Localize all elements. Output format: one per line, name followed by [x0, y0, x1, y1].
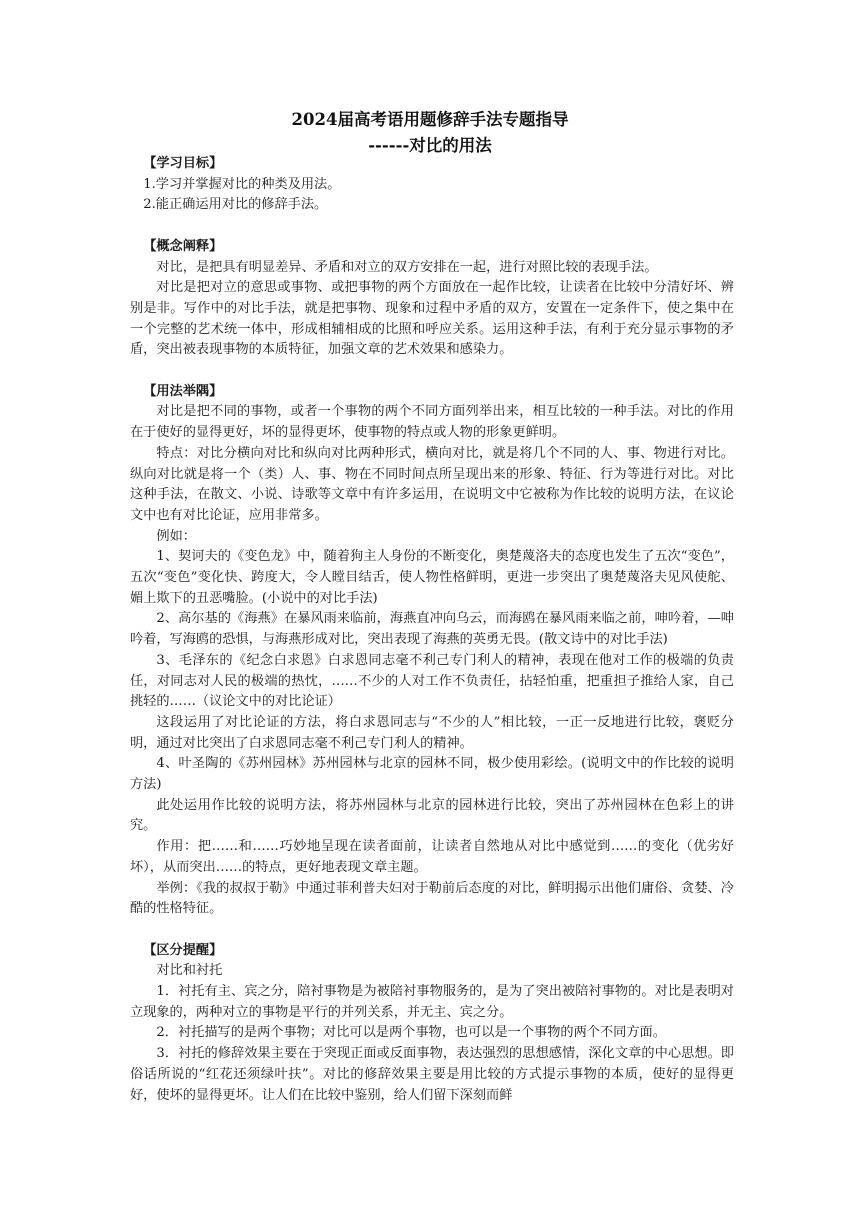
document-body	[130, 154, 734, 1106]
concept-paragraph: 对比是把对立的意思或事物、或把事物的两个方面放在一起作比较，让读者在比较中分清好坏、辨别是非。写作中的对比手法，就是把事物、现象和过程中矛盾的双方，安置在一定条件下，使之集中在一个完整的艺术统一体中，形成相辅相成的比照和呼应关系。运用这种手法，有利于充分显示事物的矛盾，突出被表现事物的本质特征，加强文章的艺术效果和感染力。	[130, 280, 734, 358]
example-paragraph: 2、高尔基的《海燕》在暴风雨来临前，海燕直冲向乌云，而海鸥在暴风雨来临之前，呻吟着，—呻吟着，写海鸥的恐惧，与海燕形成对比，突出表现了海燕的英勇无畏。(散文诗中的对比手法)	[130, 611, 734, 648]
example-paragraph: 4、叶圣陶的《苏州园林》苏州园林与北京的园林不同，极少使用彩绘。(说明文中的作比较的说明方法)	[130, 756, 734, 793]
usage-paragraph: 特点：对比分横向对比和纵向对比两种形式，横向对比，就是将几个不同的人、事、物进行对比。纵向对比就是将一个（类）人、事、物在不同时间点所呈现出来的形象、特征、行为等进行对比。对比这种手法，在散文、小说、诗歌等文章中有许多运用，在说明文中它被称为作比较的说明方法，在议论文中也有对比论证，应用非常多。	[130, 445, 734, 523]
document-title: 2024届高考语用题修辞手法专题指导	[291, 110, 569, 129]
section-heading-goals: 【学习目标】	[143, 156, 223, 171]
distinguish-subheading: 对比和衬托	[156, 963, 223, 979]
usage-paragraph: 举例：《我的叔叔于勒》中通过菲利普夫妇对于勒前后态度的对比，鲜明揭示出他们庸俗、贪婪、冷酷的性格特征。	[130, 880, 734, 917]
usage-paragraph: 对比是把不同的事物，或者一个事物的两个不同方面列举出来，相互比较的一种手法。对比的作用在于使好的显得更好，坏的显得更坏，使事物的特点或人物的形象更鲜明。	[130, 404, 734, 441]
document-subtitle: ------对比的用法	[368, 136, 492, 155]
goal-item: 1.学习并掌握对比的种类及用法。	[143, 176, 341, 192]
distinguish-paragraph: 1．衬托有主、宾之分，陪衬事物是为被陪衬事物服务的，是为了突出被陪衬事物的。对比是表明对立现象的，两种对立的事物是平行的并列关系，并无主、宾之分。	[130, 984, 734, 1020]
example-paragraph: 1、契诃夫的《变色龙》中，随着狗主人身份的不断变化，奥楚蔑洛夫的态度也发生了五次“变色”，五次“变色”变化快、跨度大，令人瞠目结舌，使人物性格鲜明，更进一步突出了奥楚蔑洛夫见风使舵、媚上欺下的丑恶嘴脸。(小说中的对比手法)	[130, 549, 734, 606]
example-paragraph: 此处运用作比较的说明方法，将苏州园林与北京的园林进行比较，突出了苏州园林在色彩上的讲究。	[130, 797, 734, 834]
example-paragraph: 3、毛泽东的《纪念白求恩》白求恩同志毫不利己专门利人的精神，表现在他对工作的极端的负责任，对同志对人民的极端的热忱，……不少的人对工作不负责任，拈轻怕重，把重担子推给人家，自己挑轻的……（议论文中的对比论证）	[130, 652, 734, 710]
example-paragraph: 这段运用了对比论证的方法，将白求恩同志与“不少的人”相比较，一正一反地进行比较，褒贬分明，通过对比突出了白求恩同志毫不利己专门利人的精神。	[130, 714, 734, 751]
concept-paragraph: 对比，是把具有明显差异、矛盾和对立的双方安排在一起，进行对照比较的表现手法。	[156, 259, 658, 275]
distinguish-paragraph: 3．衬托的修辞效果主要在于突现正面或反面事物，表达强烈的思想感情，深化文章的中心思想。即俗话所说的“红花还须绿叶扶”。对比的修辞效果主要是用比较的方式提示事物的本质，使好的显得更好，使坏的显得更坏。让人们在比较中鉴别，给人们留下深刻而鲜	[130, 1046, 734, 1103]
section-heading-concept: 【概念阐释】	[143, 238, 223, 254]
distinguish-paragraph: 2．衬托描写的是两个事物；对比可以是两个事物，也可以是一个事物的两个不同方面。	[156, 1025, 666, 1041]
goal-item: 2.能正确运用对比的修辞手法。	[143, 197, 328, 213]
section-heading-distinguish: 【区分提醒】	[143, 942, 223, 958]
usage-paragraph: 作用：把……和……巧妙地呈现在读者面前，让读者自然地从对比中感觉到……的变化（优劣好坏），从而突出……的特点，更好地表现文章主题。	[130, 839, 734, 875]
usage-paragraph: 例如：	[156, 528, 196, 544]
section-heading-usage: 【用法举隅】	[143, 383, 223, 399]
